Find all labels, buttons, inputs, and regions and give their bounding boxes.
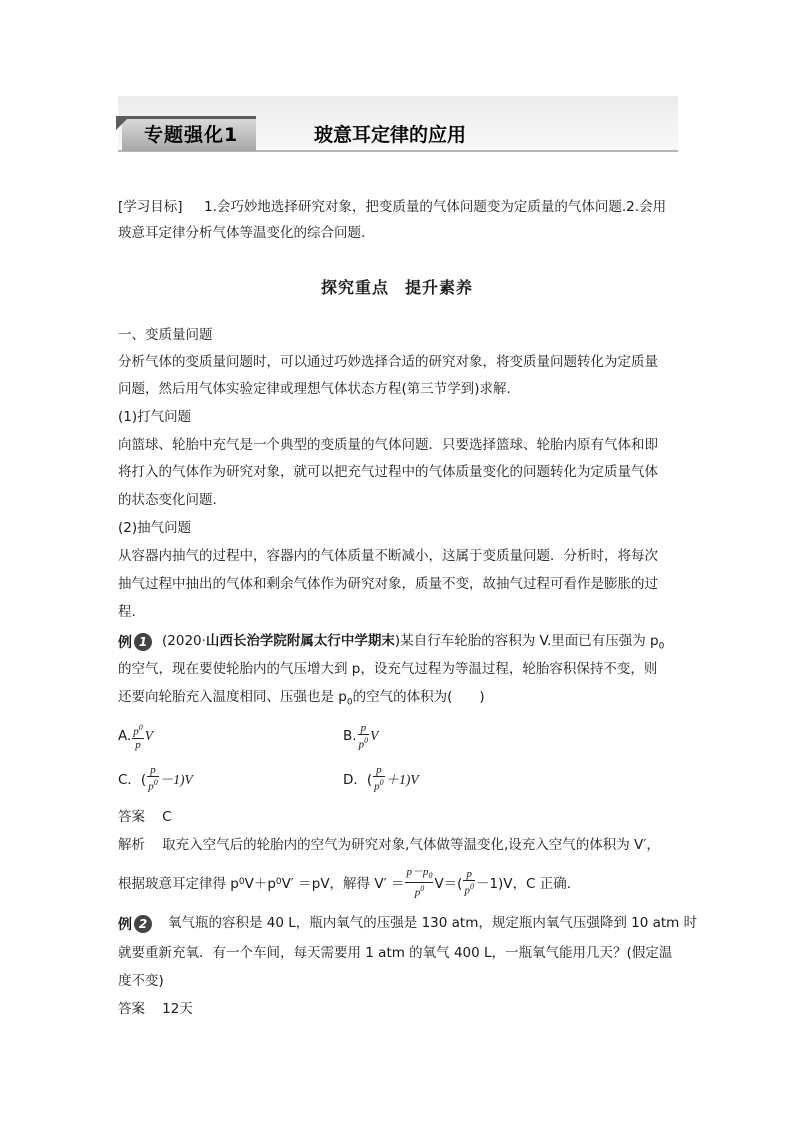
example-1-line-1: [162, 628, 664, 660]
answer-value: 12天: [162, 1001, 193, 1017]
page-title: 玻意耳定律的应用: [314, 124, 467, 146]
example-1-answer: [118, 804, 172, 830]
fraction: [405, 866, 433, 899]
example-1-line-2: 的空气，现在要使轮胎内的气压增大到 p，设充气过程为等温过程，轮胎容积保持不变，则: [118, 661, 658, 677]
fraction: [132, 722, 144, 751]
part1-intro-2: 问题，然后用气体实验定律或理想气体状态方程(第三节学到)求解.: [118, 381, 511, 397]
subscript: 0: [658, 641, 665, 652]
banner-corner: [116, 116, 130, 130]
section-heading-part-2: 提升素养: [405, 278, 474, 297]
sub1-title: (1)打气问题: [118, 409, 192, 425]
frac-num: p: [373, 764, 385, 777]
objectives-line-1: [118, 194, 666, 220]
superscript: 0: [138, 723, 143, 732]
fraction: [373, 764, 385, 793]
chapter-banner: [118, 96, 678, 156]
objectives-line-2: 玻意耳定律分析气体等温变化的综合问题.: [118, 225, 366, 241]
option-c-tail: －1)V: [159, 772, 193, 788]
example-word: 例: [118, 917, 132, 933]
sub2-title: (2)抽气问题: [118, 520, 192, 536]
option-c[interactable]: [118, 764, 193, 793]
subscript: 0: [346, 697, 353, 708]
banner-tab-edge: [118, 116, 256, 119]
subscript: 0: [275, 877, 282, 888]
section-heading: [0, 275, 794, 298]
option-b-label: B.: [343, 728, 357, 745]
sub1-line-3: 的状态变化问题.: [118, 492, 217, 508]
superscript: 0: [153, 778, 158, 787]
example-2-answer: [118, 996, 193, 1022]
section-heading-part-1: 探究重点: [320, 278, 389, 297]
analysis-text-2c: V′ ＝pV，解得 V′ ＝: [281, 876, 405, 893]
sub1-line-1: 向篮球、轮胎中充气是一个典型的变质量的气体问题．只要选择篮球、轮胎内原有气体和即: [118, 437, 658, 453]
example-1-source-prefix: (2020·: [162, 633, 206, 649]
example-2-line-2: 就要重新充氧．有一个车间，每天需要用 1 atm 的氧气 400 L，一瓶氧气能用几天？(假定温: [118, 945, 673, 961]
example-number-icon: 1: [134, 633, 152, 651]
frac-den: p: [148, 780, 154, 793]
analysis-text-2b: V＋p: [244, 876, 276, 893]
frac-num: p: [133, 725, 139, 738]
example-1-line-3b: 的空气的体积为( ): [352, 689, 485, 705]
frac-den: p: [135, 738, 141, 751]
part1-intro-1: 分析气体的变质量问题时，可以通过巧妙选择合适的研究对象，将变质量问题转化为定质量: [118, 354, 658, 370]
example-word: 例: [118, 635, 132, 651]
option-c-label: C．(: [118, 772, 147, 789]
frac-den: p: [414, 886, 421, 899]
superscript: 0: [364, 736, 369, 745]
frac-den: p: [358, 738, 365, 751]
example-1-line-3: [118, 684, 485, 716]
example-1-source: 山西长治学院附属太行中学期末: [205, 633, 395, 649]
example-1-badge: [118, 632, 152, 652]
answer-label: 答案: [118, 809, 145, 825]
fraction: [358, 722, 370, 751]
option-d-label: D．(: [343, 772, 373, 789]
option-a-label: A.: [118, 728, 132, 745]
frac-num: p: [463, 868, 475, 881]
frac-num: p: [358, 722, 370, 735]
analysis-text-mid: V＝(: [434, 876, 463, 893]
fraction: [147, 764, 159, 793]
subscript: 0: [238, 877, 245, 888]
answer-label: 答案: [118, 1001, 145, 1017]
example-2-line-3: 度不变): [118, 973, 164, 989]
example-2-badge: [118, 914, 152, 934]
example-number-icon: 2: [134, 915, 152, 933]
sub2-line-2: 抽气过程中抽出的气体和剩余气体作为研究对象，质量不变，故抽气过程可看作是膨胀的过: [118, 576, 658, 592]
option-a[interactable]: [118, 722, 153, 751]
superscript: 0: [379, 778, 384, 787]
sub1-line-2: 将打入的气体作为研究对象，就可以把充气过程中的气体质量变化的问题转化为定质量气体: [118, 464, 658, 480]
frac-num: p－p: [406, 866, 429, 878]
frac-den: p: [464, 884, 470, 897]
subscript: 0: [428, 871, 433, 881]
objectives-text-1: 1.会巧妙地选择研究对象，把变质量的气体问题变为定质量的气体问题.2.会用: [204, 199, 667, 215]
analysis-text-tail: －1)V，C 正确.: [475, 876, 572, 893]
option-b[interactable]: [343, 722, 378, 751]
option-b-v: V: [370, 728, 379, 744]
option-a-v: V: [144, 728, 154, 744]
example-1-line-1-rest: )某自行车轮胎的容积为 V.里面已有压强为 p: [394, 633, 659, 649]
answer-value: C: [162, 809, 172, 825]
sub2-line-1: 从容器内抽气的过程中，容器内的气体质量不断减小，这属于变质量问题．分析时，将每次: [118, 548, 658, 564]
example-1-analysis-2: [118, 866, 571, 899]
objectives-label: [学习目标]: [118, 199, 183, 215]
example-1-line-3a: 还要向轮胎充入温度相同、压强也是 p: [118, 689, 347, 705]
banner-tag: 专题强化1: [144, 124, 239, 146]
analysis-text-1: 取充入空气后的轮胎内的空气为研究对象,气体做等温变化,设充入空气的体积为 V′，: [162, 837, 660, 853]
example-2-line-1: 氧气瓶的容积是 40 L，瓶内氧气的压强是 130 atm，规定瓶内氧气压强降到 10 atm 时: [168, 915, 698, 931]
superscript: 0: [469, 882, 474, 892]
analysis-text-2a: 根据玻意耳定律得 p: [118, 876, 239, 893]
example-1-analysis-1: [118, 832, 660, 858]
part1-title: 一、变质量问题: [118, 327, 213, 343]
frac-den: p: [374, 780, 380, 793]
sub2-line-3: 程.: [118, 604, 136, 620]
frac-num: p: [147, 764, 159, 777]
option-d-tail: ＋1)V: [385, 772, 419, 788]
fraction: [463, 868, 475, 897]
option-d[interactable]: [343, 764, 419, 793]
analysis-label: 解析: [118, 837, 145, 853]
superscript: 0: [420, 884, 425, 894]
